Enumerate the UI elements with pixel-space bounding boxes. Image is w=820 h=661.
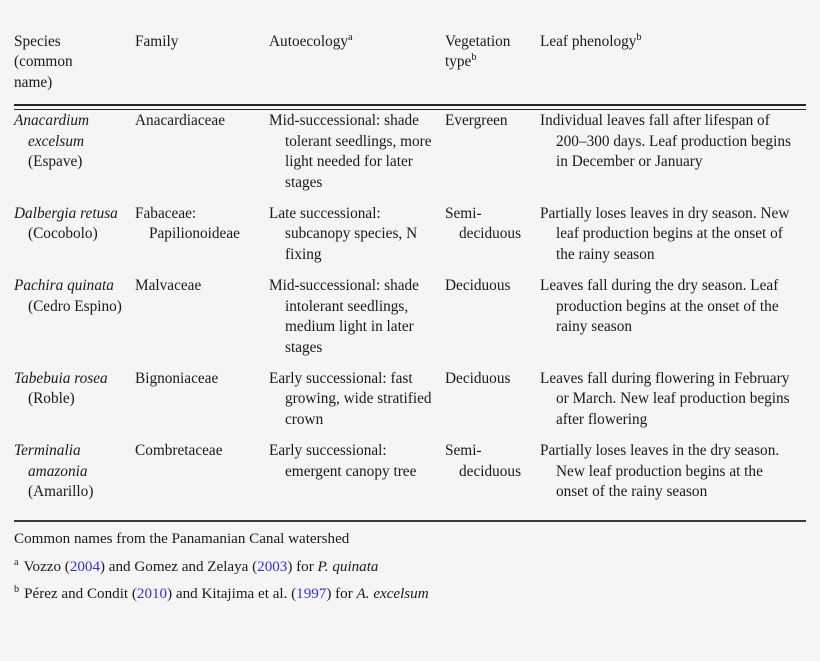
column-header-vegetation-sub xyxy=(445,52,532,72)
column-header-vegetation-label: Vegetation xyxy=(445,33,511,50)
column-header-family-label: Family xyxy=(135,33,179,50)
species-genus: Tabebuia xyxy=(14,369,71,387)
cell-vegetation-type xyxy=(445,110,540,203)
cell-leaf-phenology xyxy=(540,275,806,368)
species-genus: Anacardium xyxy=(14,112,90,130)
cell-autoecology xyxy=(269,110,445,203)
cell-family xyxy=(135,110,269,203)
footnote-b-text-1: Pérez and Condit ( xyxy=(24,586,137,603)
column-header-species-label: Species xyxy=(14,33,61,50)
footnote-a-marker: a xyxy=(14,556,19,568)
footnote-a-text-2: ) and Gomez and Zelaya ( xyxy=(100,558,258,575)
species-genus: Dalbergia xyxy=(14,205,77,223)
footnotes-section xyxy=(14,529,806,604)
autoecology-text: Early successional: emergent canopy tree xyxy=(269,442,417,480)
footnote-a-species: P. quinata xyxy=(317,558,379,575)
footnote-a-text-1: Vozzo ( xyxy=(23,558,70,575)
footnote-general: Common names from the Panamanian Canal watershed xyxy=(14,531,350,548)
cell-species xyxy=(14,368,135,440)
species-name-block xyxy=(14,369,127,410)
species-common-name: (Espave) xyxy=(28,153,83,171)
species-common-name: (Cedro Espino) xyxy=(28,297,122,315)
cell-autoecology xyxy=(269,275,445,368)
cell-leaf-phenology xyxy=(540,368,806,440)
table-header xyxy=(14,0,806,110)
table-body xyxy=(14,110,806,512)
vegetation-type-text: Semi-deciduous xyxy=(445,442,522,480)
cell-species xyxy=(14,110,135,203)
autoecology-text: Late successional: subcanopy species, N fixing xyxy=(269,205,418,263)
vegetation-type-text: Semi-deciduous xyxy=(445,205,522,243)
cell-species xyxy=(14,440,135,512)
species-name-block xyxy=(14,204,127,245)
leaf-phenology-text: Leaves fall during the dry season. Leaf production begins at the onset of the rainy season xyxy=(540,277,779,336)
species-characteristics-table xyxy=(14,0,806,512)
cell-vegetation-type xyxy=(445,440,540,512)
cell-vegetation-type xyxy=(445,275,540,368)
column-header-autoecology-label: Autoecology xyxy=(269,33,349,50)
cell-vegetation-type xyxy=(445,203,540,275)
species-name-block xyxy=(14,276,127,317)
citation-year-perez-condit[interactable]: 2010 xyxy=(136,586,168,603)
column-header-autoecology xyxy=(269,0,445,103)
autoecology-text: Mid-successional: shade tolerant seedlings, more light needed for later stages xyxy=(269,112,432,191)
leaf-phenology-text: Partially loses leaves in dry season. New leaf production begins at the onset of the rainy season xyxy=(540,205,790,263)
vegetation-type-text: Evergreen xyxy=(445,112,508,130)
column-header-vegetation-sub-text: type xyxy=(445,53,472,71)
cell-family xyxy=(135,440,269,512)
citation-year-vozzo[interactable]: 2004 xyxy=(69,558,100,575)
species-epithet: excelsum xyxy=(28,132,85,150)
species-name-block xyxy=(14,111,127,172)
cell-leaf-phenology xyxy=(540,440,806,512)
cell-autoecology xyxy=(269,440,445,512)
footnote-marker-b: b xyxy=(471,52,477,64)
cell-species xyxy=(14,203,135,275)
column-header-leaf-phenology-label: Leaf phenology xyxy=(540,33,637,50)
species-genus: Pachira xyxy=(14,277,64,295)
header-separator-rule xyxy=(14,103,806,110)
cell-family xyxy=(135,368,269,440)
citation-year-kitajima[interactable]: 1997 xyxy=(296,586,327,603)
table-row xyxy=(14,203,806,275)
column-header-species-sub1: (common xyxy=(14,53,73,71)
column-header-leaf-phenology xyxy=(540,0,806,103)
family-text: Combretaceae xyxy=(135,442,223,460)
table-row xyxy=(14,110,806,203)
cell-family xyxy=(135,275,269,368)
footnote-b xyxy=(14,584,806,604)
family-text: Bignoniaceae xyxy=(135,369,219,387)
double-rule xyxy=(14,104,806,109)
cell-vegetation-type xyxy=(445,368,540,440)
table-row xyxy=(14,440,806,512)
cell-species xyxy=(14,275,135,368)
species-common-name: (Cocobolo) xyxy=(28,225,98,243)
species-epithet: rosea xyxy=(74,369,108,387)
leaf-phenology-text: Individual leaves fall after lifespan of 200–300 days. Leaf production begins in December or January xyxy=(540,112,791,171)
footnote-b-text-2: ) and Kitajima et al. ( xyxy=(167,586,297,603)
species-epithet: amazonia xyxy=(28,462,88,480)
cell-family xyxy=(135,203,269,275)
cell-autoecology xyxy=(269,203,445,275)
cell-autoecology xyxy=(269,368,445,440)
column-header-family xyxy=(135,0,269,103)
vegetation-type-text: Deciduous xyxy=(445,277,511,295)
species-common-name: (Roble) xyxy=(28,390,75,408)
vegetation-type-text: Deciduous xyxy=(445,369,511,387)
footnote-marker-b2: b xyxy=(636,31,642,43)
column-header-species-sub2: name) xyxy=(14,73,53,91)
autoecology-text: Mid-successional: shade intolerant seedlings, medium light in later stages xyxy=(269,277,419,356)
footnote-a-text-3: ) for xyxy=(287,558,318,575)
cell-leaf-phenology xyxy=(540,110,806,203)
column-header-vegetation-type xyxy=(445,0,540,103)
column-header-species xyxy=(14,0,135,103)
species-epithet: quinata xyxy=(67,277,114,295)
table-bottom-rule xyxy=(14,520,806,522)
family-text: Malvaceae xyxy=(135,277,202,295)
footnote-b-marker: b xyxy=(14,584,20,596)
footnote-b-text-3: ) for xyxy=(326,586,357,603)
family-text: Anacardiaceae xyxy=(135,112,226,130)
species-epithet: retusa xyxy=(80,205,118,223)
species-genus: Terminalia xyxy=(14,442,81,460)
table-row xyxy=(14,368,806,440)
citation-year-gomez-zelaya[interactable]: 2003 xyxy=(257,558,288,575)
footnote-b-species: A. excelsum xyxy=(356,586,429,603)
leaf-phenology-text: Partially loses leaves in the dry season. New leaf production begins at the onset of the rainy season xyxy=(540,442,780,500)
species-name-block xyxy=(14,441,127,502)
family-text: Fabaceae: Papilionoideae xyxy=(135,205,240,243)
cell-leaf-phenology xyxy=(540,203,806,275)
autoecology-text: Early successional: fast growing, wide stratified crown xyxy=(269,369,432,428)
footnote-a xyxy=(14,557,806,577)
table-row xyxy=(14,275,806,368)
species-common-name: (Amarillo) xyxy=(28,482,94,500)
header-rule-cell xyxy=(14,103,806,110)
leaf-phenology-text: Leaves fall during flowering in February or March. New leaf production begins after flowering xyxy=(540,369,790,428)
footnote-marker-a: a xyxy=(348,31,353,43)
